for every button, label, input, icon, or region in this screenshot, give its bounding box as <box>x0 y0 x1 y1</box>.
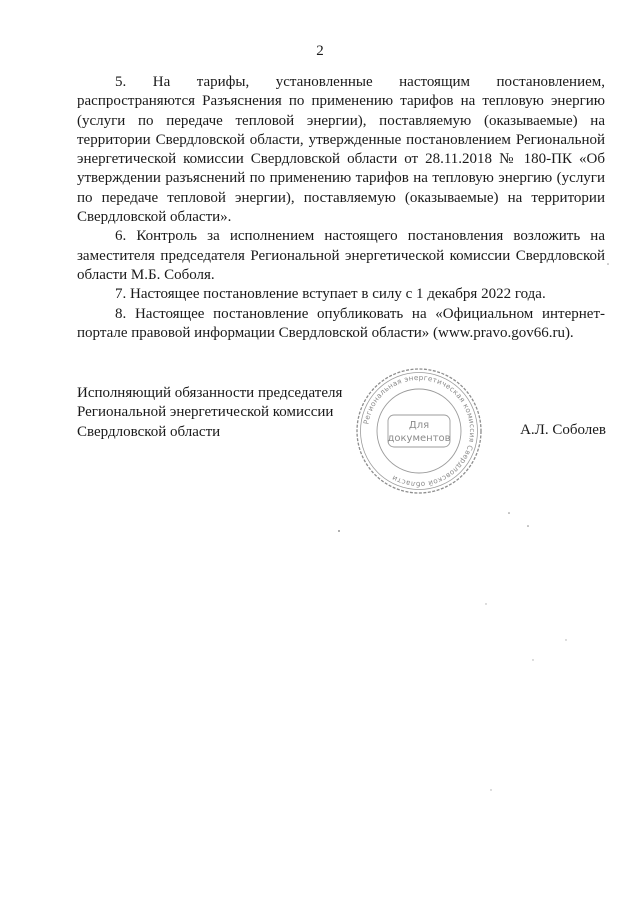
page-number: 2 <box>316 43 324 59</box>
stamp-center-line1: Для <box>408 420 430 431</box>
paragraph-6: 6. Контроль за исполнением настоящего постановления возложить на заместителя председателя Региональной энергетической комиссии Свердловской области М.Б. Соболя. <box>77 228 605 283</box>
paragraph-5: 5. На тарифы, установленные настоящим постановлением, распространяются Разъяснения по применению тарифов на тепловую энергию (услуги по передаче тепловой энергии), поставляемую (оказываемые) на территории Свердловской области, утвержденные постановлением Региональной энергетической комиссии Свердловской области от 28.11.2018 № 180-ПК «Об утверждении разъяснений по применению тарифов на тепловую энергию (услуги по передаче тепловой энергии), поставляемую (оказываемые) на территории Свердловской области». <box>77 74 605 226</box>
paragraph-8: 8. Настоящее постановление опубликовать на «Официальном интернет-портале правовой информации Свердловской области» (www.pravo.gov66.ru). <box>77 305 605 341</box>
signatory-title-line: Региональной энергетической комиссии <box>77 404 334 421</box>
signatory-name: А.Л. Соболев <box>520 422 606 438</box>
paragraph-7: 7. Настоящее постановление вступает в силу с 1 декабря 2022 года. <box>115 286 546 303</box>
signatory-title-line: Свердловской области <box>77 423 221 440</box>
signatory-title-line: Исполняющий обязанности председателя <box>77 385 343 401</box>
stamp-center-line2: документов <box>387 433 451 444</box>
stamp-ring-text: Региональная энергетическая комиссия Свердловской области <box>361 372 478 490</box>
